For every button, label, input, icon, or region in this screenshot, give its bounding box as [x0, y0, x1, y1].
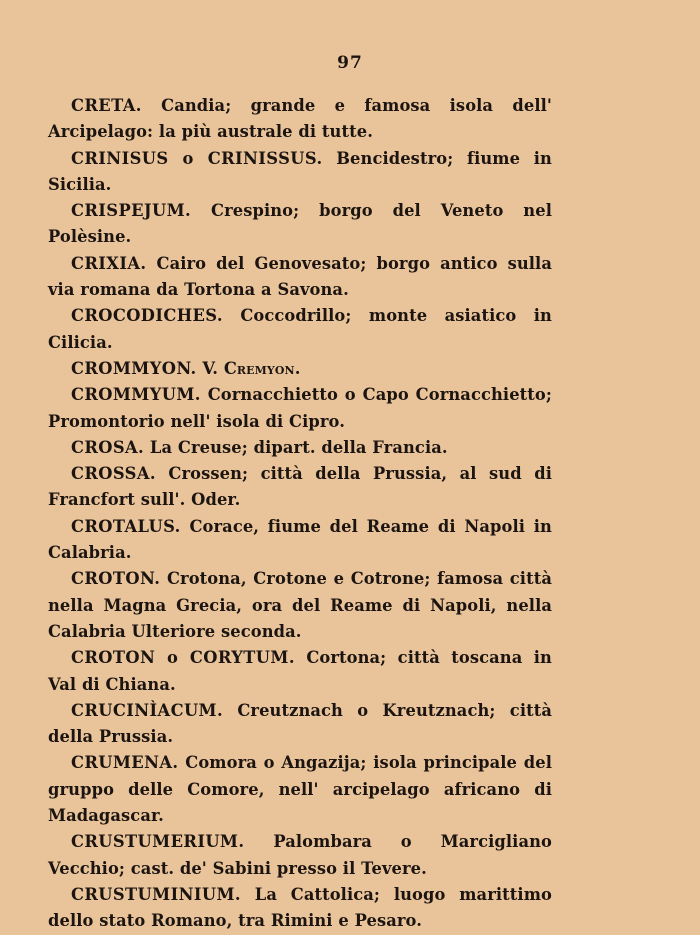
entry-definition: La Creuse; dipart. della Francia. [149, 437, 448, 457]
entry-definition: Cairo del Genovesato; borgo antico sulla via romana da Tortona a Savona. [48, 253, 552, 300]
dictionary-entry [48, 356, 552, 382]
page-number: 97 [337, 53, 363, 73]
entry-headword: CRISPEJUM. [71, 201, 192, 221]
dictionary-entry [48, 461, 552, 514]
entry-headword: CROMMYUM. [71, 385, 201, 405]
entry-headword: CRETA. [71, 96, 142, 115]
entry-definition: Crespino; borgo del Veneto nel Polèsine. [48, 201, 552, 247]
entry-definition: Candia; grande e famosa isola dell' Arcipelago: la più australe di tutte. [48, 96, 552, 142]
dictionary-entry [48, 382, 552, 435]
entry-definition: Palombara o Marcigliano Vecchio; cast. de' Sabini presso il Tevere. [48, 832, 552, 878]
entry-definition: Coccodrillo; monte asiatico in Cilicia. [48, 306, 552, 352]
entry-definition: Comora o Angazija; isola principale del gruppo delle Comore, nell' arcipelago africano di Madagascar. [48, 753, 552, 826]
dictionary-entry [48, 750, 552, 829]
entry-definition: Bencidestro; fiume in Sicilia. [48, 148, 552, 194]
entry-headword: CRUMENA. [71, 753, 179, 773]
entry-definition: Creutznach o Kreutznach; città della Prussia. [48, 700, 552, 747]
entry-headword: CROSA. [71, 437, 145, 457]
dictionary-entry [48, 198, 552, 251]
dictionary-entry [48, 829, 552, 882]
dictionary-entry [48, 146, 552, 199]
entry-definition: Crossen; città della Prussia, al sud di Francfort sull'. Oder. [48, 464, 552, 510]
entry-definition: La Cattolica; luogo marittimo dello stato Romano, tra Rimini e Pesaro. [48, 884, 552, 931]
entry-headword: CRUCINÌACUM. [71, 700, 224, 720]
entry-definition: Corace, fiume del Reame di Napoli in Calabria. [48, 516, 552, 563]
entry-definition: Cortona; città toscana in Val di Chiana. [48, 648, 552, 694]
dictionary-entries [48, 93, 552, 935]
entry-headword: CROCODICHES. [71, 306, 223, 326]
dictionary-entry [48, 566, 552, 645]
entry-definition: V. [202, 358, 219, 378]
entry-definition: Cornacchietto o Capo Cornacchietto; Promontorio nell' isola di Cipro. [48, 385, 552, 431]
entry-headword: CRUSTUMERIUM. [71, 832, 245, 852]
dictionary-entry [48, 303, 552, 356]
dictionary-entry [48, 698, 552, 751]
dictionary-entry [48, 251, 552, 304]
entry-definition: Crotona, Crotone e Cotrone; famosa città nella Magna Grecia, ora del Reame di Napoli, nella Calabria Ulteriore seconda. [48, 569, 552, 641]
entry-headword: CRIXIA. [71, 253, 147, 273]
dictionary-entry [48, 435, 552, 461]
dictionary-entry [48, 93, 552, 146]
entry-headword: CROTALUS. [71, 516, 181, 536]
entry-headword: CROMMYON. [71, 358, 197, 378]
entry-headword: CRINISUS o CRINISSUS. [71, 148, 323, 168]
dictionary-entry [48, 882, 552, 935]
entry-headword: CROTON o CORYTUM. [71, 648, 295, 668]
dictionary-entry [48, 645, 552, 698]
dictionary-entry [48, 514, 552, 567]
entry-cross-reference: Cremyon. [223, 358, 301, 378]
entry-headword: CROSSA. [71, 464, 156, 484]
entry-headword: CROTON. [71, 569, 161, 589]
entry-headword: CRUSTUMINIUM. [71, 884, 241, 904]
